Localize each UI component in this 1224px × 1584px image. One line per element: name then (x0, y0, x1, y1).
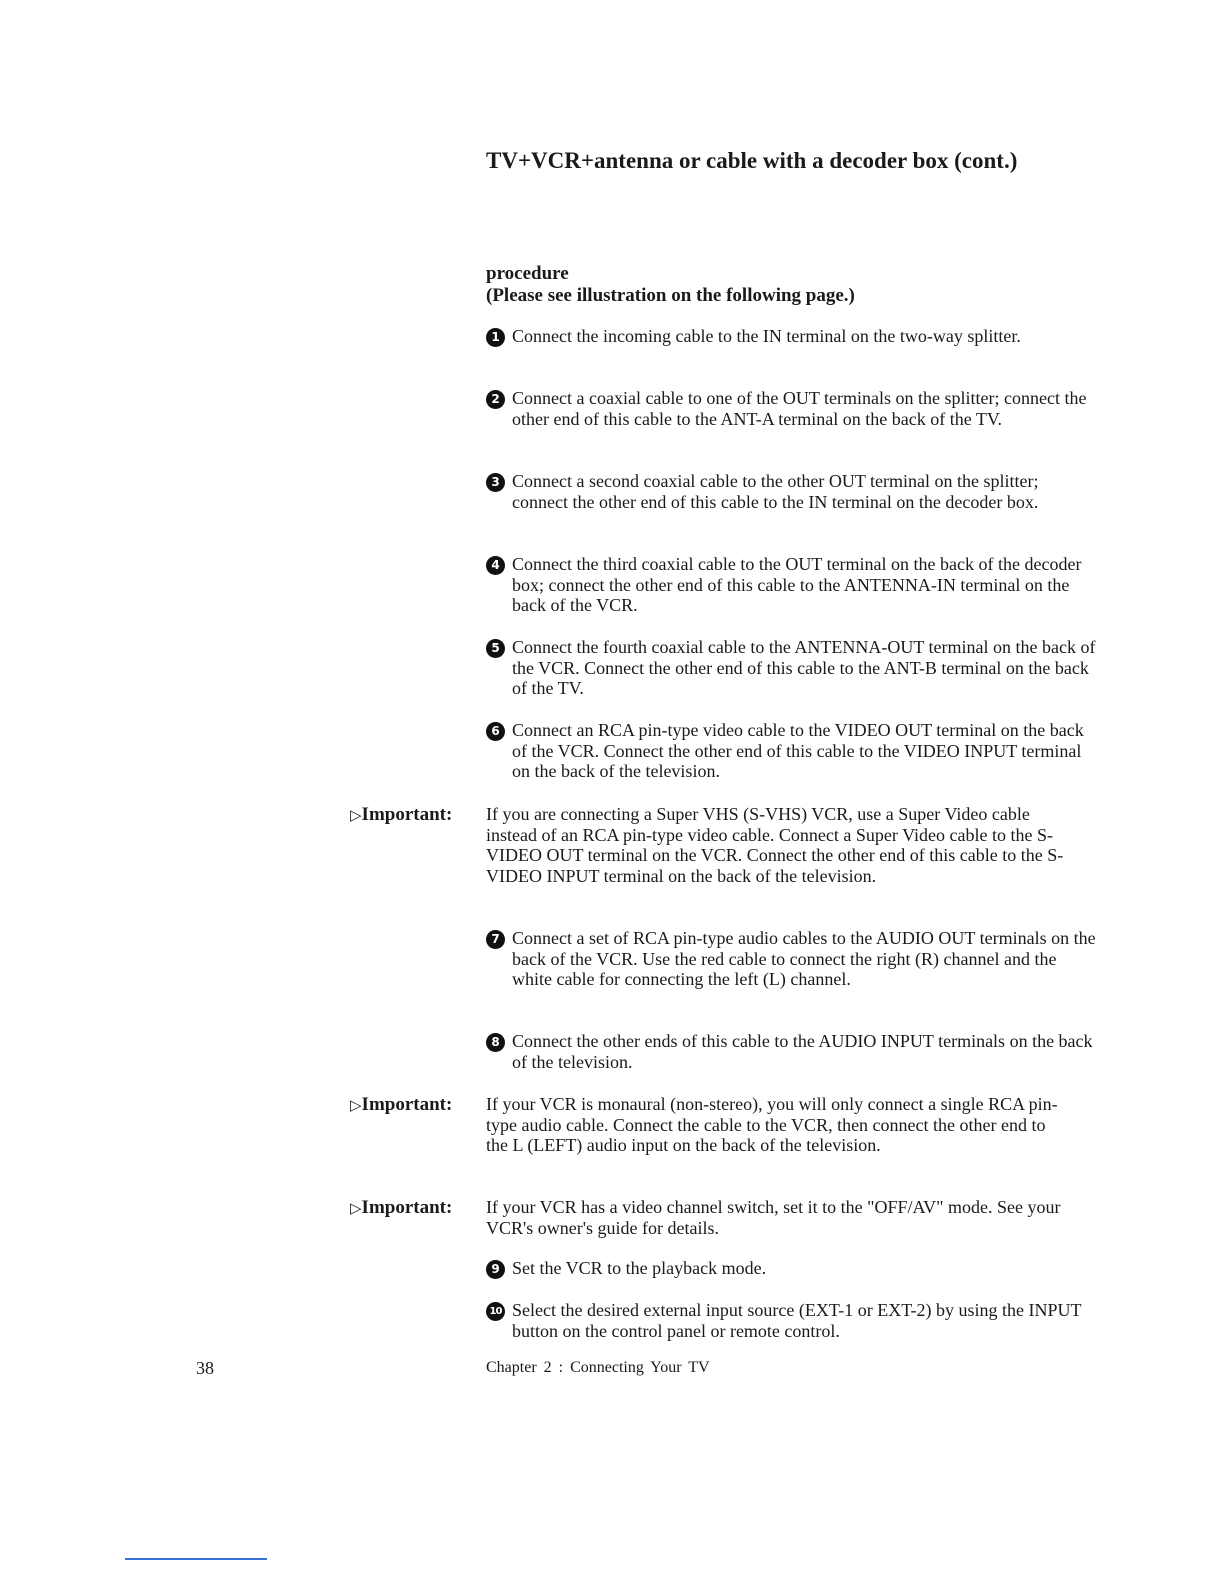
step-number-badge: 3 (486, 473, 505, 492)
triangle-arrow-icon: ▷ (350, 806, 362, 824)
step-1 (486, 326, 1097, 347)
procedure-heading (486, 263, 1086, 307)
step-number-badge: 6 (486, 722, 505, 741)
step-7 (486, 928, 1097, 990)
step-number-badge: 9 (486, 1260, 505, 1279)
page-title: TV+VCR+antenna or cable with a decoder box (cont.) (486, 148, 1018, 173)
important-note-3: If your VCR has a video channel switch, set it to the "OFF/AV" mode. See your VCR's owner's guide for details. (486, 1197, 1061, 1238)
triangle-arrow-icon: ▷ (350, 1199, 362, 1217)
step-8 (486, 1031, 1097, 1072)
step-10 (486, 1300, 1097, 1341)
step-number-badge: 8 (486, 1033, 505, 1052)
step-text: Connect a coaxial cable to one of the OUT terminals on the splitter; connect the other end of this cable to the ANT-A terminal on the back of the TV. (512, 388, 1087, 429)
step-number-badge: 1 (486, 328, 505, 347)
step-number-badge: 10 (486, 1302, 505, 1321)
step-text: Connect a set of RCA pin-type audio cables to the AUDIO OUT terminals on the back of the VCR. Use the red cable to connect the right (R) channel and the white cable for connecting the left (L) channel. (512, 928, 1096, 990)
important-label-3: ▷Important: (350, 1197, 453, 1218)
important-label-2: ▷Important: (350, 1094, 453, 1115)
important-note-1: If you are connecting a Super VHS (S-VHS) VCR, use a Super Video cable instead of an RCA pin-type video cable. Connect a Super Video cable to the S-VIDEO OUT terminal on the VCR. Connect the other end of this cable to the S-VIDEO INPUT terminal on the back of the television. (486, 804, 1064, 887)
step-text: Connect the other ends of this cable to the AUDIO INPUT terminals on the back of the television. (512, 1031, 1093, 1072)
step-text: Connect an RCA pin-type video cable to the VIDEO OUT terminal on the back of the VCR. Connect the other end of this cable to the VIDEO INPUT terminal on the back of the television. (512, 720, 1084, 782)
step-text: Connect the incoming cable to the IN terminal on the two-way splitter. (512, 326, 1021, 346)
page-number: 38 (196, 1358, 214, 1378)
step-text: Connect the fourth coaxial cable to the ANTENNA-OUT terminal on the back of the VCR. Connect the other end of this cable to the ANT-B terminal on the back of the TV. (512, 637, 1096, 699)
step-text: Connect a second coaxial cable to the other OUT terminal on the splitter; connect the other end of this cable to the IN terminal on the decoder box. (512, 471, 1039, 512)
step-text: Set the VCR to the playback mode. (512, 1258, 767, 1278)
step-4 (486, 554, 1097, 616)
step-number-badge: 4 (486, 556, 505, 575)
important-note-2: If your VCR is monaural (non-stereo), you will only connect a single RCA pin-type audio cable. Connect the cable to the VCR, then connect the other end to the L (LEFT) audio input on the back of the television. (486, 1094, 1058, 1156)
step-number-badge: 5 (486, 639, 505, 658)
triangle-arrow-icon: ▷ (350, 1096, 362, 1114)
step-3 (486, 471, 1097, 512)
step-number-badge: 2 (486, 390, 505, 409)
step-5 (486, 637, 1097, 699)
bottom-divider (125, 1558, 267, 1560)
step-number-badge: 7 (486, 930, 505, 949)
step-text: Connect the third coaxial cable to the OUT terminal on the back of the decoder box; connect the other end of this cable to the ANTENNA-IN terminal on the back of the VCR. (512, 554, 1082, 616)
chapter-footer: Chapter 2 : Connecting Your TV (486, 1359, 710, 1376)
step-2 (486, 388, 1097, 429)
step-9 (486, 1258, 1097, 1279)
procedure-label: procedure (486, 263, 569, 284)
step-6 (486, 720, 1097, 782)
step-text: Select the desired external input source (EXT-1 or EXT-2) by using the INPUT button on the control panel or remote control. (512, 1300, 1082, 1341)
important-label-1: ▷Important: (350, 804, 453, 825)
procedure-note: (Please see illustration on the following page.) (486, 285, 855, 306)
